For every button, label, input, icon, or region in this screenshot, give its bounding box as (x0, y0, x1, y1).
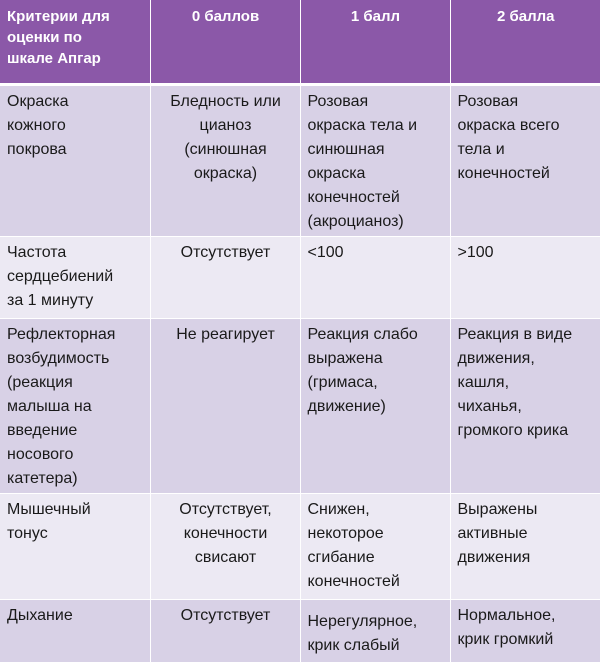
header-score-2: 2 балла (450, 0, 600, 84)
score-2-cell: Розовая окраска всего тела и конечностей (450, 84, 600, 236)
table-row (0, 236, 600, 318)
score-1-cell: Снижен, некоторое сгибание конечностей (300, 493, 450, 599)
criterion-cell: Мышечный тонус (0, 493, 150, 599)
criterion-cell: Рефлекторная возбудимость (реакция малыша на введение носового катетера) (0, 318, 150, 493)
header-criteria: Критерии для оценки по шкале Апгар (0, 0, 150, 84)
score-2-cell: Реакция в виде движения, кашля, чиханья, громкого крика (450, 318, 600, 493)
header-score-0: 0 баллов (150, 0, 300, 84)
score-0-cell: Не реагирует (150, 318, 300, 493)
score-0-cell: Отсутствует, конечности свисают (150, 493, 300, 599)
criterion-cell: Дыхание (0, 599, 150, 662)
table-row (0, 318, 600, 493)
table-row (0, 84, 600, 236)
criterion-cell: Частота сердцебиений за 1 минуту (0, 236, 150, 318)
score-0-cell: Бледность или цианоз (синюшная окраска) (150, 84, 300, 236)
header-score-1: 1 балл (300, 0, 450, 84)
score-0-cell: Отсутствует (150, 236, 300, 318)
score-1-cell: Реакция слабо выражена (гримаса, движение) (300, 318, 450, 493)
score-2-cell: >100 (450, 236, 600, 318)
table-row (0, 493, 600, 599)
score-0-cell: Отсутствует (150, 599, 300, 662)
table-row (0, 599, 600, 662)
score-1-cell: <100 (300, 236, 450, 318)
score-1-cell: Нерегулярное, крик слабый (300, 599, 450, 662)
score-2-cell: Выражены активные движения (450, 493, 600, 599)
criterion-cell: Окраска кожного покрова (0, 84, 150, 236)
score-1-cell: Розовая окраска тела и синюшная окраска конечностей (акроцианоз) (300, 84, 450, 236)
score-2-cell: Нормальное, крик громкий (450, 599, 600, 662)
table-header-row (0, 0, 600, 84)
